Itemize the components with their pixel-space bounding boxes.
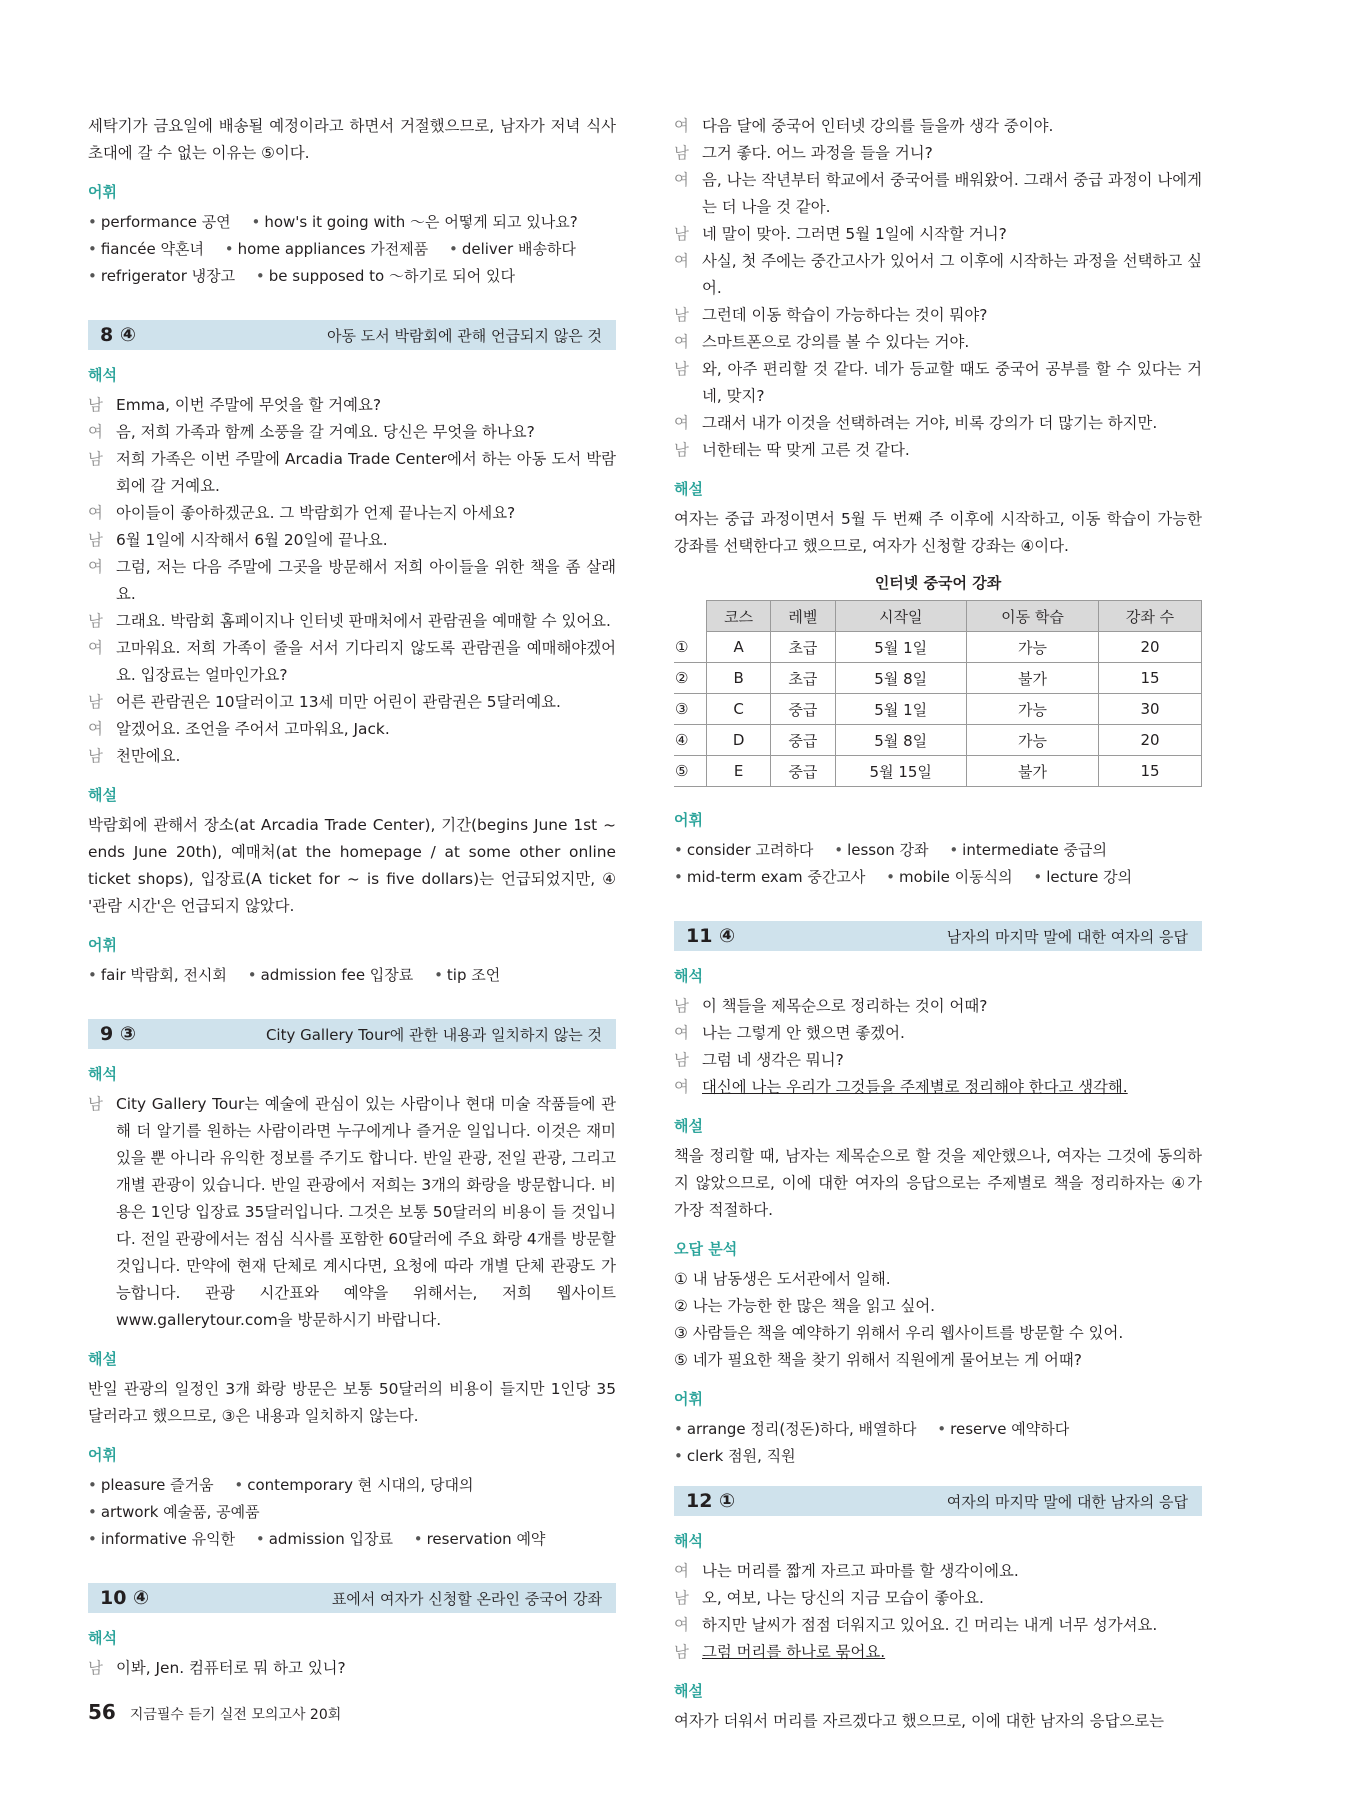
q9-number: 9 ③ (100, 1023, 136, 1045)
q11-wrong-options (674, 1266, 1202, 1374)
dialog-line: 여 음, 나는 작년부터 학교에서 중국어를 배워왔어. 그래서 중급 과정이 나에게는 더 나을 것 같아. (674, 171, 1202, 216)
dialog-line: 남 와, 아주 편리할 것 같다. 네가 등교할 때도 중국어 공부를 할 수 있다는 거네, 맞지? (674, 360, 1202, 405)
q10-title: 표에서 여자가 신청할 온라인 중국어 강좌 (331, 1589, 602, 1608)
wrong-option: ② 나는 가능한 한 많은 책을 읽고 싶어. (674, 1297, 936, 1315)
dialog-line: 남 저희 가족은 이번 주말에 Arcadia Trade Center에서 하는 아동 도서 박람회에 갈 거예요. (88, 450, 616, 495)
dialog-line: 남 그럼 네 생각은 뭐니? (674, 1051, 844, 1069)
dialog-line: 남 이 책들을 제목순으로 정리하는 것이 어때? (674, 997, 988, 1015)
table-header: 강좌 수 (1099, 601, 1202, 632)
course-table-title: 인터넷 중국어 강좌 (874, 574, 1002, 592)
book-title: 지금필수 듣기 실전 모의고사 20회 (129, 1707, 342, 1723)
table-row (674, 725, 1202, 756)
table-row (674, 632, 1202, 663)
q11-wrong-analysis-label: 오답 분석 (674, 1240, 738, 1258)
row-option-number: ① (674, 632, 707, 663)
vocab-item: • informative 유익한 (88, 1530, 236, 1548)
table-cell: 5월 8일 (835, 663, 966, 694)
vocab-item: • consider 고려하다 (674, 841, 814, 859)
dialog-line: 남 이봐, Jen. 컴퓨터로 뭐 하고 있니? (88, 1659, 346, 1677)
dialog-line: 여 나는 그렇게 안 했으면 좋겠어. (674, 1024, 905, 1042)
q7-explanation-tail: 세탁기가 금요일에 배송될 예정이라고 하면서 거절했으므로, 남자가 저녁 식사 초대에 갈 수 없는 이유는 ⑤이다. (88, 117, 616, 162)
vocab-item: • arrange 정리(정돈)하다, 배열하다 (674, 1420, 917, 1438)
q10-translation-label: 해석 (88, 1629, 117, 1647)
dialog-line: 남 너한테는 딱 맞게 고른 것 같다. (674, 441, 910, 459)
table-cell: C (707, 694, 771, 725)
table-cell: 15 (1099, 756, 1202, 787)
dialog-line: 남 오, 여보, 나는 당신의 지금 모습이 좋아요. (674, 1589, 984, 1607)
dialog-line: 남 그런데 이동 학습이 가능하다는 것이 뭐야? (674, 306, 988, 324)
vocab-item: • fair 박람회, 전시회 (88, 966, 227, 984)
underlined-answer: 대신에 나는 우리가 그것들을 주제별로 정리해야 한다고 생각해. (702, 1078, 1128, 1096)
q12-header-bar (674, 1486, 1202, 1516)
vocab-item: • artwork 예술품, 공예품 (88, 1503, 260, 1521)
vocab-item: • lesson 강좌 (834, 841, 929, 859)
dialog-line: 남 그래요. 박람회 홈페이지나 인터넷 판매처에서 관람권을 예매할 수 있어요. (88, 612, 611, 630)
dialog-line: 남 어른 관람권은 10달러이고 13세 미만 어린이 관람권은 5달러예요. (88, 693, 561, 711)
dialog-line: 여 스마트폰으로 강의를 볼 수 있다는 거야. (674, 333, 970, 351)
dialog-line: 여 사실, 첫 주에는 중간고사가 있어서 그 이후에 시작하는 과정을 선택하고 싶어. (674, 252, 1202, 297)
q10-explanation-label: 해설 (674, 480, 703, 498)
row-option-number: ⑤ (674, 756, 707, 787)
vocab-item: • clerk 점원, 직원 (674, 1447, 796, 1465)
dialog-line: 남 City Gallery Tour는 예술에 관심이 있는 사람이나 현대 미술 작품들에 관해 더 알기를 원하는 사람이라면 누구에게나 즐거운 일입니다. 이것은 재미있을 뿐 아니라 유익한 정보를 주기도 합니다. 반일 관광, 전일 관광, 그리고 개별 관광이 있습니다. 반일 관광에서 저희는 3개의 화랑을 방문합니다. 비용은 1인당 입장료 35달러입니다. 그것은 보통 50달러의 비용이 들 것입니다. 전일 관광에서는 점심 식사를 포함한 60달러에 주요 화랑 4개를 방문할 것입니다. 만약에 현재 단체로 계시다면, 요청에 따라 개별 단체 관광도 가능합니다. 관광 시간표와 예약을 위해서는, 저희 웹사이트 www.gallerytour.com을 방문하시기 바랍니다. (88, 1095, 616, 1329)
q11-vocab-list (674, 1416, 1202, 1470)
q10-vocab-list (674, 837, 1202, 891)
page-footer (88, 1700, 341, 1724)
table-cell: 30 (1099, 694, 1202, 725)
dialog-line: 여 하지만 날씨가 점점 더워지고 있어요. 긴 머리는 내게 너무 성가셔요. (674, 1616, 1158, 1634)
q11-explanation: 책을 정리할 때, 남자는 제목순으로 할 것을 제안했으나, 여자는 그것에 동의하지 않았으므로, 이에 대한 여자의 응답으로는 주제별로 책을 정리하자는 ④가 가장 적절하다. (674, 1147, 1202, 1219)
left-column (88, 113, 616, 1682)
right-column (674, 113, 1202, 1735)
q9-title: City Gallery Tour에 관한 내용과 일치하지 않는 것 (265, 1025, 602, 1044)
table-row (674, 663, 1202, 694)
vocab-item: • pleasure 즐거움 (88, 1476, 214, 1494)
q11-translation-label: 해석 (674, 967, 703, 985)
q8-header-bar (88, 320, 616, 350)
q8-explanation: 박람회에 관해서 장소(at Arcadia Trade Center), 기간(begins June 1st ~ ends June 20th), 예매처(at the homepage / at some other online ticket shops), 입장료(A ticket for ~ is five dollars)는 언급되었지만, ④ '관람 시간'은 언급되지 않았다. (88, 816, 616, 915)
q11-vocab-label: 어휘 (674, 1390, 703, 1408)
q8-vocab-list (88, 962, 616, 989)
vocab-item: • reservation 예약 (413, 1530, 546, 1548)
table-cell: 5월 8일 (835, 725, 966, 756)
q11-number: 11 ④ (686, 925, 736, 947)
q12-translation-label: 해석 (674, 1532, 703, 1550)
q7-vocab-label: 어휘 (88, 183, 117, 201)
dialog-line: 여 그럼, 저는 다음 주말에 그곳을 방문해서 저희 아이들을 위한 책을 좀 살래요. (88, 558, 616, 603)
q12-explanation-label: 해설 (674, 1682, 703, 1700)
q9-explanation-label: 해설 (88, 1350, 117, 1368)
q9-translation-label: 해석 (88, 1065, 117, 1083)
dialog-line: 남 Emma, 이번 주말에 무엇을 할 거예요? (88, 396, 382, 414)
vocab-item: • mid-term exam 중간고사 (674, 868, 866, 886)
q8-title: 아동 도서 박람회에 관해 언급되지 않은 것 (327, 326, 602, 345)
table-cell: 가능 (966, 632, 1098, 663)
q10-number: 10 ④ (100, 1587, 150, 1609)
vocab-item: • mobile 이동식의 (886, 868, 1013, 886)
course-table (674, 600, 1202, 787)
table-cell: 중급 (771, 694, 835, 725)
q9-header-bar (88, 1019, 616, 1049)
q8-vocab-label: 어휘 (88, 936, 117, 954)
vocab-item: • fiancée 약혼녀 (88, 240, 204, 258)
dialog-line: 여 고마워요. 저희 가족이 줄을 서서 기다리지 않도록 관람권을 예매해야겠어요. 입장료는 얼마인가요? (88, 639, 616, 684)
underlined-answer: 그럼 머리를 하나로 묶어요. (702, 1643, 886, 1661)
dialog-line: 여 나는 머리를 짧게 자르고 파마를 할 생각이에요. (674, 1562, 1019, 1580)
table-cell: 15 (1099, 663, 1202, 694)
q11-explanation-label: 해설 (674, 1117, 703, 1135)
wrong-option: ① 내 남동생은 도서관에서 일해. (674, 1270, 891, 1288)
dialog-line: 남 그거 좋다. 어느 과정을 들을 거니? (674, 144, 933, 162)
dialog-line: 남 천만에요. (88, 747, 181, 765)
table-cell: E (707, 756, 771, 787)
table-cell: 불가 (966, 663, 1098, 694)
q11-title: 남자의 마지막 말에 대한 여자의 응답 (946, 927, 1188, 946)
dialog-line: 여 그래서 내가 이것을 선택하려는 거야, 비록 강의가 더 많기는 하지만. (674, 414, 1158, 432)
vocab-item: • be supposed to ～하기로 되어 있다 (255, 267, 515, 285)
vocab-item: • deliver 배송하다 (448, 240, 576, 258)
q8-translation-label: 해석 (88, 366, 117, 384)
vocab-item: • refrigerator 냉장고 (88, 267, 236, 285)
q11-header-bar (674, 921, 1202, 951)
dialog-line: 여 아이들이 좋아하겠군요. 그 박람회가 언제 끝나는지 아세요? (88, 504, 516, 522)
vocab-item: • lecture 강의 (1033, 868, 1133, 886)
q10-vocab-label: 어휘 (674, 811, 703, 829)
vocab-item: • reserve 예약하다 (937, 1420, 1070, 1438)
q10-explanation: 여자는 중급 과정이면서 5월 두 번째 주 이후에 시작하고, 이동 학습이 가능한 강좌를 선택한다고 했으므로, 여자가 신청할 강좌는 ④이다. (674, 510, 1202, 555)
q7-vocab-list (88, 209, 616, 290)
dialog-line: 남 6월 1일에 시작해서 6월 20일에 끝나요. (88, 531, 388, 549)
table-cell: 가능 (966, 694, 1098, 725)
table-header: 시작일 (835, 601, 966, 632)
dialog-line: 여 알겠어요. 조언을 주어서 고마워요, Jack. (88, 720, 390, 738)
q9-vocab-label: 어휘 (88, 1446, 117, 1464)
vocab-item: • admission fee 입장료 (247, 966, 414, 984)
vocab-item: • intermediate 중급의 (949, 841, 1107, 859)
wrong-option: ⑤ 네가 필요한 책을 찾기 위해서 직원에게 물어보는 게 어때? (674, 1351, 1082, 1369)
table-row (674, 694, 1202, 725)
table-header-row (674, 601, 1202, 632)
table-row (674, 756, 1202, 787)
row-option-number: ② (674, 663, 707, 694)
dialog-line: 여 음, 저희 가족과 함께 소풍을 갈 거예요. 당신은 무엇을 하나요? (88, 423, 535, 441)
vocab-item: • contemporary 현 시대의, 당대의 (234, 1476, 474, 1494)
table-cell: 5월 15일 (835, 756, 966, 787)
q12-title: 여자의 마지막 말에 대한 남자의 응답 (946, 1492, 1188, 1511)
q12-number: 12 ① (686, 1490, 736, 1512)
vocab-item: • how's it going with ～은 어떻게 되고 있나요? (251, 213, 578, 231)
q8-explanation-label: 해설 (88, 786, 117, 804)
vocab-item: • tip 조언 (434, 966, 501, 984)
table-header: 코스 (707, 601, 771, 632)
row-option-number: ④ (674, 725, 707, 756)
q10-header-bar (88, 1583, 616, 1613)
table-header: 레벨 (771, 601, 835, 632)
table-cell: 중급 (771, 756, 835, 787)
vocab-item: • admission 입장료 (255, 1530, 393, 1548)
table-cell: A (707, 632, 771, 663)
dialog-line: 남 네 말이 맞아. 그러면 5월 1일에 시작할 거니? (674, 225, 1007, 243)
q9-vocab-list (88, 1472, 616, 1553)
table-cell: 중급 (771, 725, 835, 756)
table-cell: 불가 (966, 756, 1098, 787)
q10-dialog (674, 113, 1202, 464)
table-cell: 20 (1099, 725, 1202, 756)
q12-explanation: 여자가 더워서 머리를 자르겠다고 했으므로, 이에 대한 남자의 응답으로는 (674, 1712, 1165, 1730)
table-cell: B (707, 663, 771, 694)
table-cell: 5월 1일 (835, 632, 966, 663)
q8-dialog (88, 392, 616, 770)
page-number: 56 (88, 1700, 116, 1724)
vocab-item: • home appliances 가전제품 (224, 240, 429, 258)
q8-number: 8 ④ (100, 324, 136, 346)
row-option-number: ③ (674, 694, 707, 725)
q9-explanation: 반일 관광의 일정인 3개 화랑 방문은 보통 50달러의 비용이 들지만 1인당 35달러라고 했으므로, ③은 내용과 일치하지 않는다. (88, 1380, 616, 1425)
table-cell: D (707, 725, 771, 756)
table-cell: 초급 (771, 663, 835, 694)
vocab-item: • performance 공연 (88, 213, 231, 231)
table-cell: 가능 (966, 725, 1098, 756)
table-cell: 초급 (771, 632, 835, 663)
dialog-line: 여 다음 달에 중국어 인터넷 강의를 들을까 생각 중이야. (674, 117, 1054, 135)
wrong-option: ③ 사람들은 책을 예약하기 위해서 우리 웹사이트를 방문할 수 있어. (674, 1324, 1124, 1342)
dialog-line: 남 그럼 머리를 하나로 묶어요. (674, 1643, 886, 1661)
table-cell: 20 (1099, 632, 1202, 663)
dialog-line: 여 대신에 나는 우리가 그것들을 주제별로 정리해야 한다고 생각해. (674, 1078, 1128, 1096)
table-header: 이동 학습 (966, 601, 1098, 632)
table-cell: 5월 1일 (835, 694, 966, 725)
